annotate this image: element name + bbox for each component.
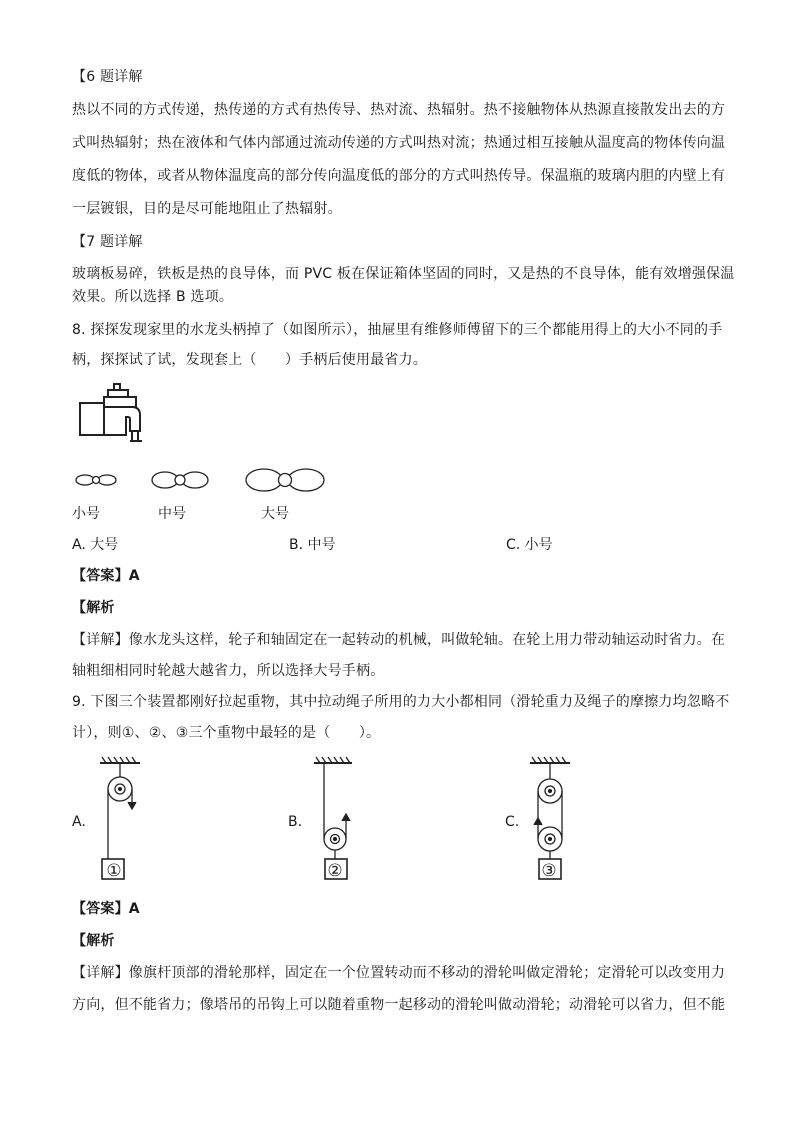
q8-detail-line: 【详解】像水龙头这样，轮子和轴固定在一起转动的机械，叫做轮轴。在轮上用力带动轴运动时省力。在 [72, 632, 726, 648]
q6-text-line: 度低的物体，或者从物体温度高的部分传向温度低的部分的方式叫热传导。保温瓶的玻璃内胆的内壁上有 [72, 168, 726, 184]
weight-2-label: ② [327, 861, 343, 881]
q9-answer: 【答案】A [72, 901, 140, 917]
q6-text-line: 热以不同的方式传递，热传递的方式有热传导、热对流、热辐射。热不接触物体从热源直接散发出去的方 [72, 102, 726, 118]
small-handle-label: 小号 [72, 506, 100, 522]
large-handle-icon [244, 462, 326, 498]
q8-analysis-heading: 【解析 [72, 600, 115, 616]
q8-detail-line: 轴粗细相同时轮越大越省力，所以选择大号手柄。 [72, 663, 385, 679]
q8-stem-line: 柄，探探试了试，发现套上（ ）手柄后使用最省力。 [72, 352, 427, 368]
q8-stem-line: 8. 探探发现家里的水龙头柄掉了（如图所示），抽屉里有维修师傅留下的三个都能用得上的大小不同的手 [72, 322, 723, 338]
medium-handle-label: 中号 [158, 506, 186, 522]
weight-3-label: ③ [541, 861, 557, 881]
q9-detail-line: 方向，但不能省力；像塔吊的吊钩上可以随着重物一起移动的滑轮叫做动滑轮；动滑轮可以省力，但不能 [72, 997, 726, 1013]
q6-text-line: 一层镀银，目的是尽可能地阻止了热辐射。 [72, 201, 342, 217]
q8-answer: 【答案】A [72, 568, 140, 584]
q9-stem-line: 计），则①、②、③三个重物中最轻的是（ ）。 [72, 725, 381, 741]
q6-heading: 【6 题详解 [72, 69, 143, 85]
pulley-a-figure [94, 755, 154, 885]
q7-text-line: 效果。所以选择 B 选项。 [72, 289, 234, 305]
weight-1-label: ① [106, 861, 122, 881]
q9-stem-line: 9. 下图三个装置都刚好拉起重物，其中拉动绳子所用的力大小都相同（滑轮重力及绳子的摩擦力均忽略不 [72, 694, 730, 710]
q8-option-c: C. 小号 [506, 537, 553, 553]
q9-option-b-label: B. [288, 814, 303, 830]
q9-analysis-heading: 【解析 [72, 933, 115, 949]
medium-handle-icon [150, 466, 210, 494]
q8-option-b: B. 中号 [289, 537, 336, 553]
q8-option-a: A. 大号 [72, 537, 119, 553]
q9-option-a-label: A. [72, 814, 86, 830]
large-handle-label: 大号 [261, 506, 289, 522]
q7-text-line: 玻璃板易碎，铁板是热的良导体，而 PVC 板在保证箱体坚固的同时，又是热的不良导体，能有效增强保温 [72, 266, 735, 282]
q6-text-line: 式叫热辐射；热在液体和气体内部通过流动传递的方式叫热对流；热通过相互接触从温度高的物体传向温 [72, 135, 726, 151]
q9-detail-line: 【详解】像旗杆顶部的滑轮那样，固定在一个位置转动而不移动的滑轮叫做定滑轮；定滑轮可以改变用力 [72, 965, 726, 981]
q7-heading: 【7 题详解 [72, 234, 143, 250]
small-handle-icon [74, 470, 118, 490]
q9-option-c-label: C. [505, 814, 520, 830]
faucet-figure [78, 383, 158, 445]
